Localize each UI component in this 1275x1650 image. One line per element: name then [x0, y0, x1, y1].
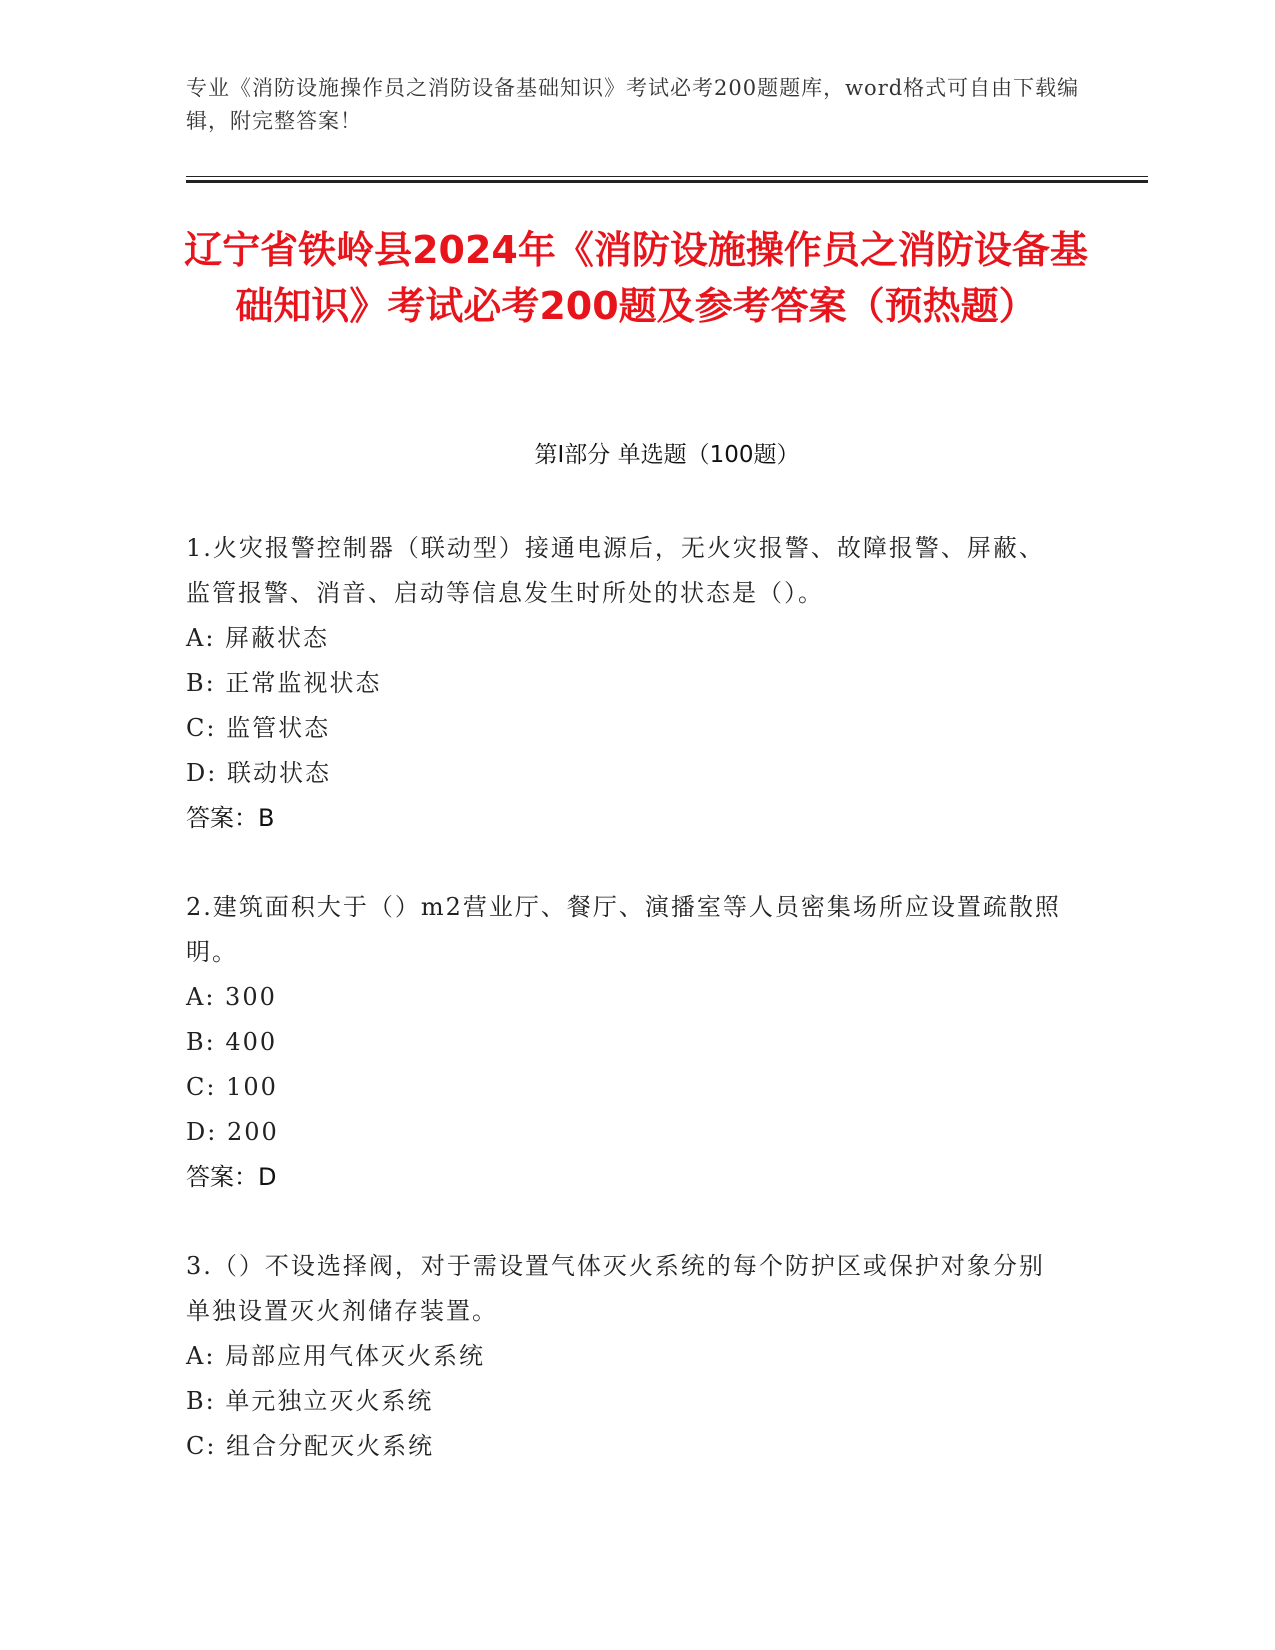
option-c: C: 100	[186, 1073, 278, 1101]
option-d: D: 联动状态	[186, 759, 331, 787]
option-c: C: 监管状态	[186, 714, 331, 742]
answer: 答案：B	[186, 804, 275, 832]
question-stem: 1.火灾报警控制器（联动型）接通电源后，无火灾报警、故障报警、屏蔽、监管报警、消音、启动等信息发生时所处的状态是（）。	[186, 534, 1045, 607]
question-3	[186, 1244, 1066, 1469]
header-divider-thick	[186, 180, 1148, 183]
option-d: D: 200	[186, 1118, 279, 1146]
option-a: A: 屏蔽状态	[186, 624, 330, 652]
question-list	[186, 526, 1066, 1513]
answer: 答案：D	[186, 1163, 277, 1191]
question-stem: 2.建筑面积大于（）m2营业厅、餐厅、演播室等人员密集场所应设置疏散照明。	[186, 893, 1061, 966]
header-divider-thin	[186, 176, 1148, 177]
document-title: 辽宁省铁岭县2024年《消防设施操作员之消防设备基础知识》考试必考200题及参考答案（预热题）	[184, 228, 1088, 328]
option-b: B: 单元独立灭火系统	[186, 1387, 434, 1415]
question-1	[186, 526, 1066, 841]
option-b: B: 正常监视状态	[186, 669, 382, 697]
header-note: 专业《消防设施操作员之消防设备基础知识》考试必考200题题库，word格式可自由下载编辑，附完整答案！	[186, 76, 1080, 133]
section-title: 第I部分 单选题（100题）	[534, 442, 800, 468]
question-2	[186, 885, 1066, 1200]
option-b: B: 400	[186, 1028, 278, 1056]
option-a: A: 300	[186, 983, 277, 1011]
question-stem: 3.（）不设选择阀，对于需设置气体灭火系统的每个防护区或保护对象分别单独设置灭火剂储存装置。	[186, 1252, 1045, 1325]
option-a: A: 局部应用气体灭火系统	[186, 1342, 486, 1370]
option-c: C: 组合分配灭火系统	[186, 1432, 435, 1460]
